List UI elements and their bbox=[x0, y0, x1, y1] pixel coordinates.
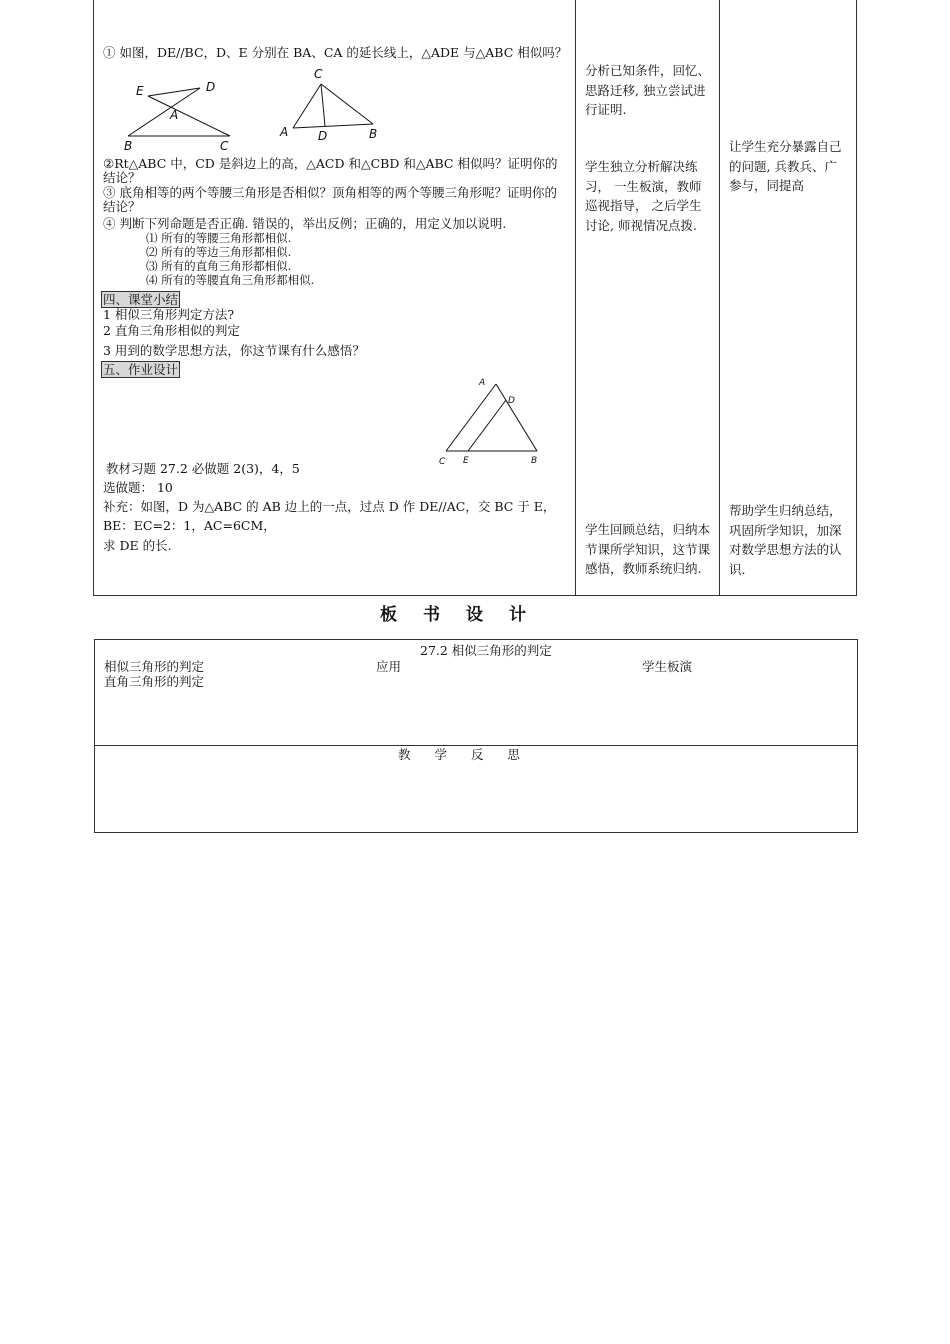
label-A: A bbox=[280, 125, 289, 139]
board-divider bbox=[94, 745, 858, 746]
label-A: A bbox=[170, 108, 179, 122]
summary-2: 2 直角三角形相似的判定 bbox=[103, 323, 240, 338]
label-D: D bbox=[508, 396, 515, 406]
proposition-3: ⑶ 所有的直角三角形都相似. bbox=[146, 259, 292, 273]
proposition-2: ⑵ 所有的等边三角形都相似. bbox=[146, 245, 292, 259]
design-intent-1: 让学生充分暴露自己的问题, 兵教兵、广参与，同提高 bbox=[729, 139, 842, 193]
label-C: C bbox=[220, 139, 229, 153]
table-divider-2 bbox=[719, 0, 720, 596]
board-design-heading: 板书设计 bbox=[380, 605, 552, 625]
student-activity-3: 学生回顾总结，归纳本节课所学知识，这节课感悟，教师系统归纳. bbox=[585, 522, 711, 576]
board-application: 应用 bbox=[376, 659, 402, 674]
student-activity-2: 学生独立分析解决练习， 一生板演，教师巡视指导， 之后学生讨论, 师视情况点拨. bbox=[585, 159, 702, 233]
proposition-1: ⑴ 所有的等腰三角形都相似. bbox=[146, 231, 292, 245]
board-student-demo: 学生板演 bbox=[642, 659, 693, 674]
board-left-2: 直角三角形的判定 bbox=[104, 674, 205, 689]
label-B: B bbox=[124, 139, 133, 153]
board-left-1: 相似三角形的判定 bbox=[104, 659, 205, 674]
question-4: ④ 判断下列命题是否正确. 错误的，举出反例；正确的，用定义加以说明. bbox=[103, 216, 507, 231]
label-B: B bbox=[369, 127, 378, 141]
section-5-heading-wrap bbox=[101, 362, 180, 377]
label-C: C bbox=[314, 67, 323, 81]
student-activity-1: 分析已知条件，回忆、思路迁移, 独立尝试进行证明. bbox=[585, 63, 711, 117]
table-divider-1 bbox=[575, 0, 576, 596]
label-E: E bbox=[136, 84, 144, 98]
label-D: D bbox=[318, 129, 328, 143]
label-E: E bbox=[463, 456, 469, 466]
label-A: A bbox=[479, 378, 486, 388]
figure-homework-triangle bbox=[434, 374, 549, 468]
figure-right-triangle-altitude bbox=[278, 64, 388, 144]
section-4-heading: 四、课堂小结 bbox=[103, 292, 179, 307]
homework-optional: 选做题： 10 bbox=[103, 480, 173, 495]
teaching-reflection-heading: 教 学 反 思 bbox=[398, 747, 530, 762]
homework-supplement-question: 求 DE 的长. bbox=[103, 538, 172, 553]
question-1: ① 如图，DE//BC，D、E 分别在 BA、CA 的延长线上，△ADE 与△ABC 相似吗？ bbox=[103, 45, 568, 60]
label-D: D bbox=[206, 80, 216, 94]
proposition-4: ⑷ 所有的等腰直角三角形都相似. bbox=[146, 273, 315, 287]
section-4-heading-wrap bbox=[101, 292, 180, 307]
question-3: ③ 底角相等的两个等腰三角形是否相似？顶角相等的两个等腰三角形呢？证明你的结论？ bbox=[103, 185, 557, 214]
label-B: B bbox=[531, 456, 538, 466]
homework-required: 教材习题 27.2 必做题 2(3)，4，5 bbox=[106, 461, 300, 476]
question-2: ②Rt△ABC 中，CD 是斜边上的高，△ACD 和△CBD 和△ABC 相似吗？证明你的结论？ bbox=[103, 156, 558, 185]
label-C: C bbox=[439, 457, 446, 467]
summary-3: 3 用到的数学思想方法，你这节课有什么感悟？ bbox=[103, 343, 365, 358]
homework-supplement: 补充：如图，D 为△ABC 的 AB 边上的一点，过点 D 作 DE//AC，交 BC 于 E， BE：EC=2：1，AC=6CM， bbox=[103, 499, 556, 533]
design-intent-2: 帮助学生归纳总结，巩固所学知识，加深对数学思想方法的认识. bbox=[729, 503, 842, 577]
board-title: 27.2 相似三角形的判定 bbox=[420, 643, 552, 658]
board-table bbox=[94, 639, 858, 833]
summary-1: 1 相似三角形判定方法? bbox=[103, 307, 235, 322]
section-5-heading: 五、作业设计 bbox=[103, 362, 179, 377]
figure-similar-triangles-extended bbox=[118, 76, 248, 154]
